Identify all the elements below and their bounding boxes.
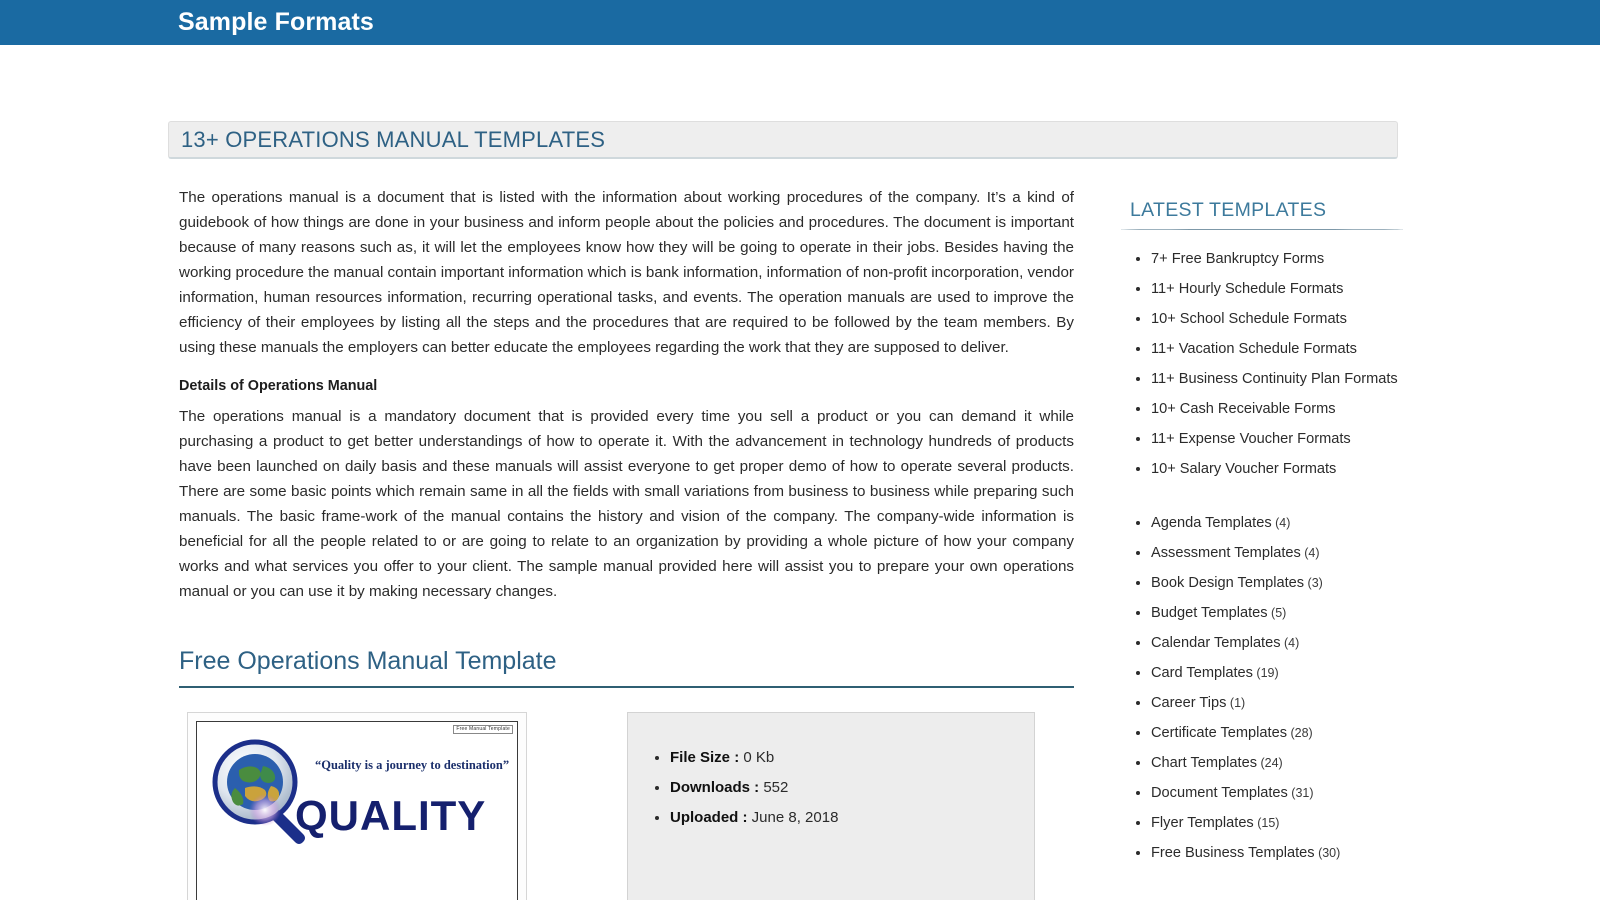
latest-template-link[interactable]: 10+ Salary Voucher Formats <box>1151 461 1337 477</box>
category-count: (19) <box>1252 666 1279 680</box>
latest-templates-list <box>1121 244 1421 484</box>
categories-list <box>1121 508 1421 868</box>
page-body <box>0 121 1600 900</box>
latest-template-link[interactable]: 7+ Free Bankruptcy Forms <box>1151 251 1325 267</box>
intro-paragraph: The operations manual is a document that is listed with the information about working procedures of the company. It’s a kind of guidebook of how things are done in your business and inform people about the policies and procedures. The document is important because of many reasons such as, it will let the employees know how they will be going to operate in their jobs. Besides having the working procedure the manual contain important information which is bank information, information of non-profit incorporation, vendor information, human resources information, recurring operational tasks, and events. The operation manuals are used to improve the efficiency of their employees by listing all the steps and the procedures that are required to be followed by the team members. By using these manuals the employers can better educate the employees regarding the work that they are supposed to deliver. <box>179 189 1074 356</box>
template-preview-row <box>179 712 1074 900</box>
category-item[interactable] <box>1151 688 1421 718</box>
category-count: (3) <box>1304 576 1323 590</box>
latest-template-link[interactable]: 11+ Expense Voucher Formats <box>1151 431 1351 447</box>
latest-template-link[interactable]: 11+ Vacation Schedule Formats <box>1151 341 1357 357</box>
category-count: (4) <box>1280 636 1300 650</box>
latest-template-item[interactable] <box>1151 424 1421 454</box>
category-count: (4) <box>1271 516 1291 530</box>
category-item[interactable] <box>1151 628 1421 658</box>
uploaded-value: June 8, 2018 <box>751 809 839 826</box>
category-label[interactable]: Calendar Templates <box>1151 635 1281 651</box>
thumbnail-corner-label: Free Manual Template <box>453 725 513 734</box>
category-item[interactable] <box>1151 658 1421 688</box>
latest-template-link[interactable]: 11+ Business Continuity Plan Formats <box>1151 371 1398 387</box>
category-item[interactable] <box>1151 508 1421 538</box>
category-label[interactable]: Flyer Templates <box>1151 815 1254 831</box>
latest-template-item[interactable] <box>1151 454 1421 484</box>
section-heading-free-template: Free Operations Manual Template <box>179 647 557 675</box>
file-size-row <box>670 743 1014 773</box>
category-label[interactable]: Assessment Templates <box>1151 545 1301 561</box>
category-item[interactable] <box>1151 748 1421 778</box>
category-count: (5) <box>1267 606 1287 620</box>
downloads-row <box>670 773 1014 803</box>
category-count: (24) <box>1257 756 1283 770</box>
section-divider <box>179 686 1074 688</box>
latest-template-item[interactable] <box>1151 244 1421 274</box>
file-info-list <box>648 743 1014 833</box>
file-info-box <box>627 712 1035 900</box>
category-count: (31) <box>1287 786 1314 800</box>
category-label[interactable]: Agenda Templates <box>1151 515 1272 531</box>
widget-divider <box>1121 229 1403 230</box>
category-label[interactable]: Card Templates <box>1151 665 1253 681</box>
latest-template-link[interactable]: 10+ School Schedule Formats <box>1151 311 1347 327</box>
category-count: (1) <box>1226 696 1246 710</box>
file-size-label: File Size : <box>670 749 740 766</box>
category-label[interactable]: Career Tips <box>1151 695 1227 711</box>
widget-title-latest-templates: LATEST TEMPLATES <box>1130 199 1327 221</box>
thumbnail-quote: “Quality is a journey to destination” <box>315 758 510 772</box>
category-count: (4) <box>1300 546 1320 560</box>
category-count: (30) <box>1314 846 1341 860</box>
latest-template-item[interactable] <box>1151 364 1421 394</box>
category-label[interactable]: Certificate Templates <box>1151 725 1287 741</box>
category-label[interactable]: Budget Templates <box>1151 605 1268 621</box>
latest-template-item[interactable] <box>1151 304 1421 334</box>
category-item[interactable] <box>1151 838 1421 868</box>
latest-template-item[interactable] <box>1151 334 1421 364</box>
uploaded-label: Uploaded : <box>670 809 748 826</box>
entry-title-bar <box>168 121 1398 159</box>
file-size-value: 0 Kb <box>743 749 775 766</box>
category-item[interactable] <box>1151 808 1421 838</box>
latest-template-item[interactable] <box>1151 394 1421 424</box>
category-item[interactable] <box>1151 718 1421 748</box>
downloads-value: 552 <box>763 779 789 796</box>
site-header <box>0 0 1600 45</box>
main-content <box>168 185 1086 900</box>
latest-template-item[interactable] <box>1151 274 1421 304</box>
category-item[interactable] <box>1151 778 1421 808</box>
latest-template-link[interactable]: 10+ Cash Receivable Forms <box>1151 401 1336 417</box>
latest-template-link[interactable]: 11+ Hourly Schedule Formats <box>1151 281 1344 297</box>
category-count: (15) <box>1253 816 1280 830</box>
category-label[interactable]: Book Design Templates <box>1151 575 1305 591</box>
category-label[interactable]: Free Business Templates <box>1151 845 1315 861</box>
details-subheading: Details of Operations Manual <box>179 378 378 394</box>
category-label[interactable]: Chart Templates <box>1151 755 1257 771</box>
page-title: 13+ OPERATIONS MANUAL TEMPLATES <box>181 126 606 152</box>
category-item[interactable] <box>1151 568 1421 598</box>
thumbnail-title-word: QUALITY <box>295 792 487 839</box>
details-paragraph: The operations manual is a mandatory document that is provided every time you sell a product or you can demand it while purchasing a product to get better understandings of how to operate it. With the advancement in technology hundreds of products have been launched on daily basis and these manuals will assist everyone to get proper demo of how to operate several products. There are some basic points which remain same in all the fields with small variations from business to business while preparing such manuals. The basic frame-work of the manual contains the history and vision of the company. The company-wide information is beneficial for all the people related to or are going to relate to an organization by providing a whole picture of how your company works and what services you offer to your client. The sample manual provided here will assist you to prepare your own operations manual or you can use it by making necessary changes. <box>179 408 1074 600</box>
thumbnail-page <box>196 721 518 900</box>
category-item[interactable] <box>1151 538 1421 568</box>
downloads-label: Downloads : <box>670 779 760 796</box>
template-thumbnail[interactable] <box>187 712 527 900</box>
content-columns <box>0 185 1600 900</box>
category-label[interactable]: Document Templates <box>1151 785 1288 801</box>
category-count: (28) <box>1287 726 1313 740</box>
sidebar <box>1121 185 1421 900</box>
category-item[interactable] <box>1151 598 1421 628</box>
site-title[interactable]: Sample Formats <box>178 8 374 36</box>
uploaded-row <box>670 803 1014 833</box>
